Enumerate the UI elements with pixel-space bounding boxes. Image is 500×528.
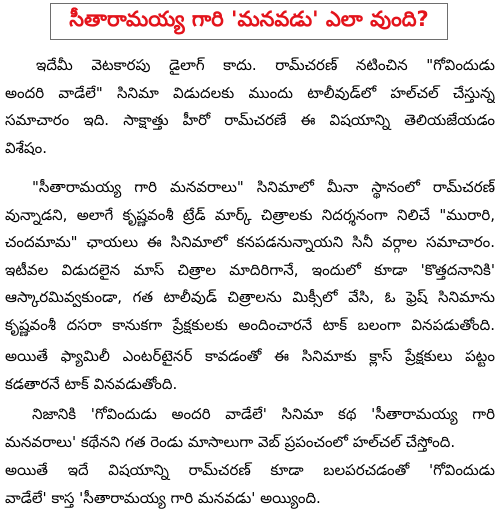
text-line: వున్నాడని, అలాగే కృష్ణవంశీ ట్రేడ్ మార్క్ చిత్రాలకు నిదర్శనంగా నిలిచే "మురారి,: [5, 205, 495, 224]
paragraph: [5, 343, 495, 398]
text-line: నిజానికి 'గోవిందుడు అందరి వాడేలే' సినిమా కథ 'సీతారామయ్య గారి: [32, 405, 495, 423]
text-line: అయితే ఇదే విషయాన్ని రామ్‌చరణ్ కూడా బలపరచడంతో 'గోవిందుడు: [5, 461, 495, 479]
text-line: మనవరాలు' కథేనని గత రెండు మాసాలుగా వెబ్ ప్రపంచంలో హల్‌చల్ చేస్తోంది.: [5, 432, 456, 451]
text-line: చందమామ" ఛాయలు ఈ సినిమాలో కనపడనున్నాయని సినీ వర్గాల సమాచారం.: [5, 233, 495, 251]
text-line: ఇటీవల విడుదలైన మాస్ చిత్రాల మాదిరిగానే, ఇందులో కూడా 'కొత్తదనానికి': [5, 260, 495, 279]
paragraph: [5, 257, 495, 340]
text-line: "సీతారామయ్య గారి మనవరాలు" సినిమాలో మీనా స్థానంలో రామ్‌చరణ్: [32, 178, 495, 196]
text-line: ఆస్కారమివ్వకుండా, గత టాలీవుడ్ చిత్రాలను మిక్సీలో వేసి, ఓ ఫ్రెష్ సినిమాను: [5, 288, 495, 306]
article-body: [5, 52, 495, 512]
text-line: సమాచారం ఇది. సాక్షాత్తు హీరో రామ్‌చరణే ఈ విషయాన్ని తెలియజేయడం: [5, 111, 495, 129]
text-line: అయితే ఫ్యామిలీ ఎంటర్‌టైనర్ కావడంతో ఈ సినిమాకు క్లాస్ ప్రేక్షకులు పట్టం: [5, 347, 495, 365]
paragraph: [5, 52, 495, 162]
text-line: కృష్ణవంశీ దసరా కానుకగా ప్రేక్షకులకు అందించారనే టాక్ బలంగా వినపడుతోంది.: [5, 315, 495, 334]
text-line: విశేషం.: [5, 138, 47, 157]
text-line: వాడేలే' కాస్త 'సీతారామయ్య గారి మనవడు' అయ్యింది.: [5, 488, 321, 507]
paragraph: [5, 174, 495, 257]
title-box: [50, 3, 448, 40]
text-line: ఇదేమీ వెటకారపు డైలాగ్ కాదు. రామ్‌చరణ్ నటించిన "గోవిందుడు: [36, 56, 495, 74]
text-line: కడతారనే టాక్ వినవడుతోంది.: [5, 374, 178, 393]
paragraph: [5, 457, 495, 512]
paragraph: [5, 401, 495, 456]
article-title: సీతారామయ్య గారి 'మనవడు' ఎలా వుంది?: [69, 6, 429, 31]
text-line: అందరి వాడేలే" సినిమా విడుదలకు ముందు టాలీవుడ్‌లో హల్‌చల్ చేస్తున్న: [5, 83, 495, 102]
